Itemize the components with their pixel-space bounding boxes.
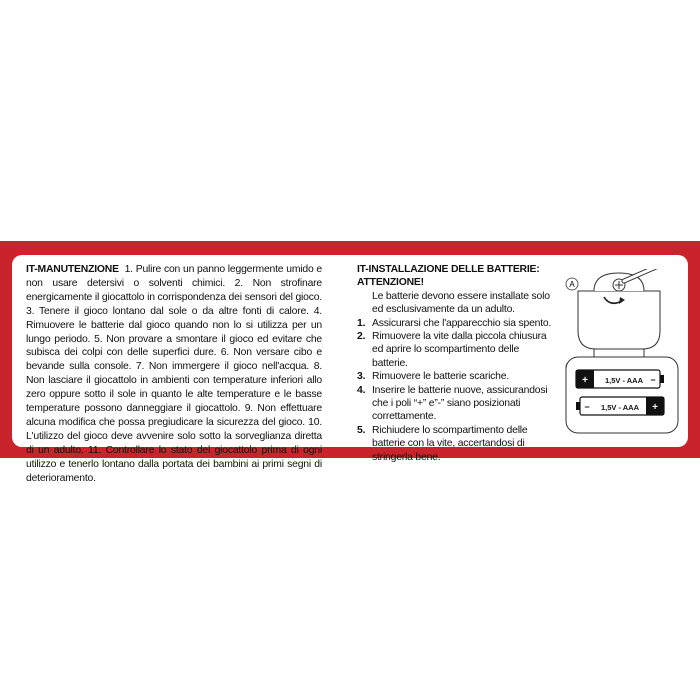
- battery-diagram: [564, 269, 680, 439]
- installation-title-line2: ATTENZIONE!: [357, 277, 424, 289]
- battery-2-minus: −: [584, 402, 590, 412]
- step-text: Rimuovere la vite dalla piccola chiusura ed aprire lo scompartimento delle batterie.: [372, 331, 547, 369]
- maintenance-section: [26, 263, 322, 486]
- battery-compartment: [566, 357, 678, 433]
- step-item: [357, 384, 557, 424]
- step-item: [357, 370, 557, 383]
- maintenance-heading: IT-MANUTENZIONE: [26, 264, 119, 275]
- step-text: Richiudere lo scompartimento delle batterie con la vite, accertandosi di stringerla bene.: [372, 424, 528, 463]
- battery-2-plus: +: [652, 402, 658, 413]
- label-a: A: [569, 280, 575, 289]
- battery-2: [576, 397, 664, 415]
- instruction-card: [12, 255, 688, 484]
- installation-section: [357, 263, 557, 464]
- step-text: Inserire le batterie nuove, assicurandosi che i poli “+” e”-” siano posizionati correttamente.: [372, 384, 548, 423]
- battery-1-plus: +: [582, 375, 588, 386]
- step-item: [357, 424, 557, 464]
- battery-1-minus: −: [650, 375, 656, 385]
- step-text: Assicurarsi che l'apparecchio sia spento.: [372, 317, 552, 329]
- compartment-tab: [594, 349, 644, 357]
- maintenance-body: 1. Pulire con un panno leggermente umido e non usare detersivi o solventi chimici. 2. Non strofinare energicamente il giocattolo in corrispondenza dei sensori del gioco. 3. Tenere il gioco lontano dal sole o da altre fonti di calore. 4. Rimuovere le batterie dal gioco quando non lo si utilizza per un lungo periodo. 5. Non provare a smontare il gioco ed evitare che subisca dei colpi con delle superfici dure. 6. Non versare cibo e bevande sulla console. 7. Non immergere il gioco nell'acqua. 8. Non lasciare il giocattolo in ambienti con temperature inferiori allo zero oppure sotto il sole in quanto le alte temperature e le basse temperature possono danneggiare il giocattolo. 9. Non effettuare alcuna modifica che possa pregiudicare la sicurezza del gioco. 10. L'utilizzo del gioco deve avvenire solo sotto la sorveglianza diretta di un adulto. 11. Controllare lo stato del giocattolo prima di ogni utilizzo e tenerlo lontano dalla portata dei bambini ai primi segni di deterioramento.: [26, 264, 323, 484]
- installation-title-line1: IT-INSTALLAZIONE DELLE BATTERIE:: [357, 264, 540, 275]
- battery-diagram-svg: [564, 269, 680, 439]
- installation-intro: Le batterie devono essere installate solo ed esclusivamente da un adulto.: [372, 290, 550, 316]
- step-number: 4.: [357, 384, 366, 396]
- step-item: [357, 317, 557, 330]
- battery-1-label: 1,5V - AAA: [604, 376, 644, 385]
- step-number: 1.: [357, 317, 366, 329]
- step-number: 3.: [357, 371, 366, 383]
- step-item: [357, 330, 557, 370]
- battery-2-label: 1,5V - AAA: [600, 403, 640, 412]
- step-number: 5.: [357, 424, 366, 436]
- installation-steps: [357, 317, 557, 464]
- step-text: Rimuovere le batterie scariche.: [372, 371, 510, 383]
- step-number: 2.: [357, 331, 366, 343]
- battery-1: [576, 370, 664, 388]
